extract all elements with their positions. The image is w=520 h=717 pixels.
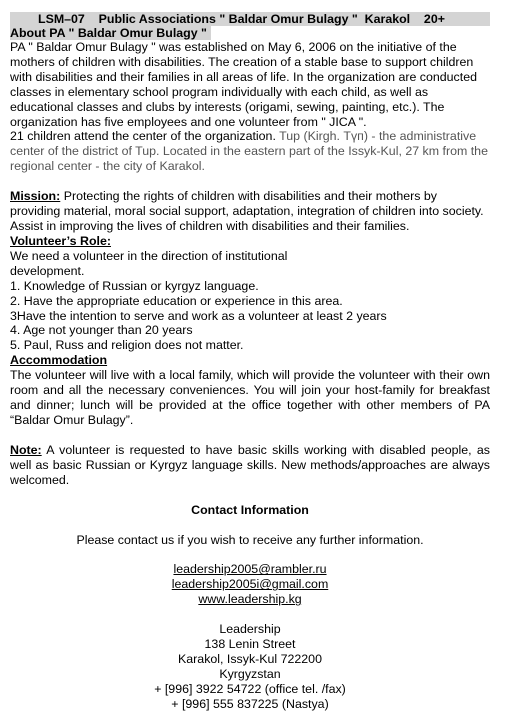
volunteer-requirement-2: 2. Have the appropriate education or experience in this area. (10, 293, 343, 308)
children-count-text: 21 children attend the center of the organization. (10, 129, 276, 144)
address-city: Karakol, Issyk-Kul 722200 (178, 652, 322, 667)
document-page (10, 12, 490, 712)
location-text: Tup (Kirgh. Түп) - the administrative center of the district of Tup. Located in the eastern part of the Issyk-Kul, 27 km from the regional center - the city of Karakol. (10, 129, 488, 174)
office-phone: + [996] 3922 54722 (office tel. /fax) (154, 682, 346, 697)
volunteer-role-heading: Volunteer’s Role: (10, 233, 111, 248)
volunteer-requirement-4: 4. Age not younger than 20 years (10, 323, 193, 338)
about-heading: About PA " Baldar Omur Bulagy " (10, 26, 211, 40)
listing-city: Karakol (364, 12, 411, 26)
about-paragraph (10, 40, 490, 174)
accommodation-heading: Accommodation (10, 353, 108, 368)
contact-heading: Contact Information (191, 502, 309, 517)
volunteer-role-intro-2: development. (10, 263, 85, 278)
about-text: PA " Baldar Omur Bulagy " was established on May 6, 2006 on the initiative of the mothers of children with disabilities. The creation of a stable base to support children with disabilities and their families in all areas of life. In the organization are conducted classes in elementary school program individually with each child, as well as educational classes and clubs by interests (origami, sewing, painting, etc.). The organization has five employees and one volunteer from " JICA ". (10, 40, 477, 129)
volunteer-role-intro-1: We need a volunteer in the direction of institutional (10, 248, 288, 263)
mobile-phone: + [996] 555 837225 (Nastya) (171, 697, 329, 712)
note-text: A volunteer is requested to have basic skills working with disabled people, as well as basic Russian or Kyrgyz language skills. New methods/approaches are always welcomed. (10, 442, 490, 487)
listing-code: LSM–07 (38, 12, 85, 26)
volunteer-requirement-1: 1. Knowledge of Russian or kyrgyz language. (10, 278, 259, 293)
address-country: Kyrgyzstan (219, 667, 281, 682)
email-gmail-link[interactable]: leadership2005i@gmail.com (171, 577, 329, 592)
volunteer-requirement-3: 3Have the intention to serve and work as a volunteer at least 2 years (10, 308, 387, 323)
address-org-name: Leadership (219, 622, 281, 637)
email-rambler-link[interactable]: leadership2005@rambler.ru (173, 562, 327, 577)
volunteer-requirement-5: 5. Paul, Russ and religion does not matter. (10, 338, 244, 353)
organization-name: Public Associations " Baldar Omur Bulagy " (98, 12, 358, 26)
note-paragraph (10, 443, 490, 488)
note-label: Note: (10, 442, 42, 457)
mission-paragraph (10, 189, 490, 234)
contact-intro: Please contact us if you wish to receive any further information. (76, 532, 424, 547)
accommodation-text: The volunteer will live with a local family, which will provide the volunteer with their own room and all the necessary conveniences. You will join your host-family for breakfast and dinner; lunch will be provided at the office together with other members of PA “Baldar Omur Bulagy”. (10, 368, 490, 427)
mission-text: Protecting the rights of children with disabilities and their mothers by providing material, moral social support, adaptation, integration of children into society. Assist in improving the lives of children with disabilities and their families. (10, 189, 484, 233)
age-requirement: 20+ (423, 12, 445, 26)
address-street: 138 Lenin Street (204, 637, 296, 652)
mission-label: Mission: (10, 189, 61, 204)
website-link[interactable]: www.leadership.kg (198, 592, 302, 607)
listing-header (10, 12, 490, 26)
